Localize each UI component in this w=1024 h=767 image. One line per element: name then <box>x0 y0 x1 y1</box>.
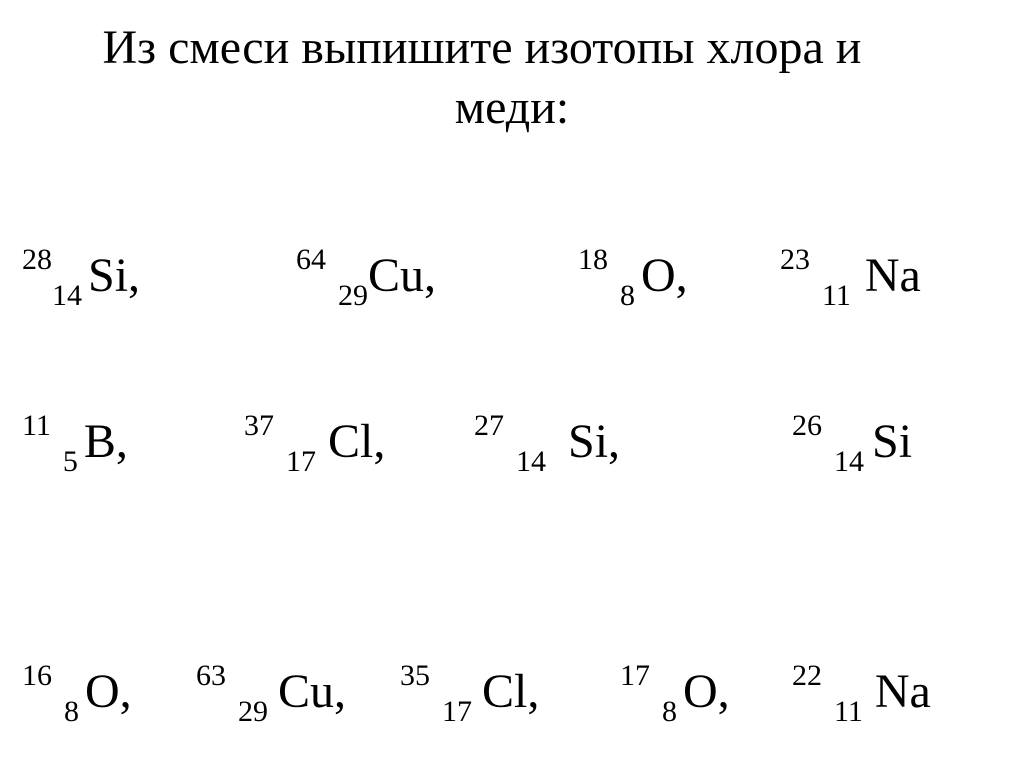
mass-number: 26 <box>792 409 822 442</box>
isotope-o-18 <box>578 243 688 312</box>
isotope-o-16 <box>22 659 132 728</box>
element-symbol: Si, <box>568 415 621 468</box>
atomic-number: 11 <box>834 695 863 728</box>
isotope-b-11 <box>22 409 128 478</box>
atomic-number: 5 <box>62 445 78 478</box>
element-symbol: Cl, <box>328 415 386 468</box>
mass-number: 35 <box>400 659 430 692</box>
isotope-na-23 <box>780 243 921 312</box>
element-symbol: Si, <box>88 249 141 302</box>
mass-number: 23 <box>780 243 810 276</box>
element-symbol: O, <box>683 665 730 718</box>
element-symbol: Cl, <box>482 665 540 718</box>
mass-number: 11 <box>22 409 51 442</box>
element-symbol: Si <box>872 415 913 468</box>
isotope-cl-37 <box>244 409 386 478</box>
isotope-si-26 <box>792 409 913 478</box>
mass-number: 37 <box>244 409 274 442</box>
atomic-number: 29 <box>238 695 268 728</box>
atomic-number: 8 <box>64 695 79 728</box>
atomic-number: 8 <box>662 695 677 728</box>
mass-number: 28 <box>22 243 52 276</box>
atomic-number: 14 <box>516 445 546 478</box>
isotope-si-28 <box>22 243 141 312</box>
atomic-number: 8 <box>620 279 635 312</box>
isotope-cu-64 <box>296 243 437 312</box>
atomic-number: 14 <box>834 445 864 478</box>
element-symbol: Na <box>864 249 921 302</box>
atomic-number: 11 <box>822 279 851 312</box>
mass-number: 22 <box>792 659 822 692</box>
isotope-o-17 <box>620 659 730 728</box>
element-symbol: Cu, <box>368 249 437 302</box>
isotope-cu-63 <box>196 659 347 728</box>
mass-number: 17 <box>620 659 650 692</box>
mass-number: 27 <box>474 409 504 442</box>
isotope-na-22 <box>792 659 931 728</box>
atomic-number: 14 <box>52 279 82 312</box>
atomic-number: 17 <box>442 695 472 728</box>
element-symbol: O, <box>641 249 688 302</box>
isotope-cl-35 <box>400 659 540 728</box>
element-symbol: B, <box>83 415 128 468</box>
mass-number: 63 <box>196 659 226 692</box>
slide-title-line-2: меди: <box>454 81 570 134</box>
element-symbol: O, <box>85 665 132 718</box>
element-symbol: Cu, <box>278 665 347 718</box>
slide-title-line-1: Из смеси выпишите изотопы хлора и <box>102 21 862 74</box>
element-symbol: Na <box>874 665 931 718</box>
mass-number: 16 <box>22 659 52 692</box>
atomic-number: 29 <box>338 279 368 312</box>
atomic-number: 17 <box>286 445 316 478</box>
mass-number: 18 <box>578 243 608 276</box>
mass-number: 64 <box>296 243 326 276</box>
isotope-si-27 <box>474 409 621 478</box>
slide-title <box>0 18 1024 138</box>
